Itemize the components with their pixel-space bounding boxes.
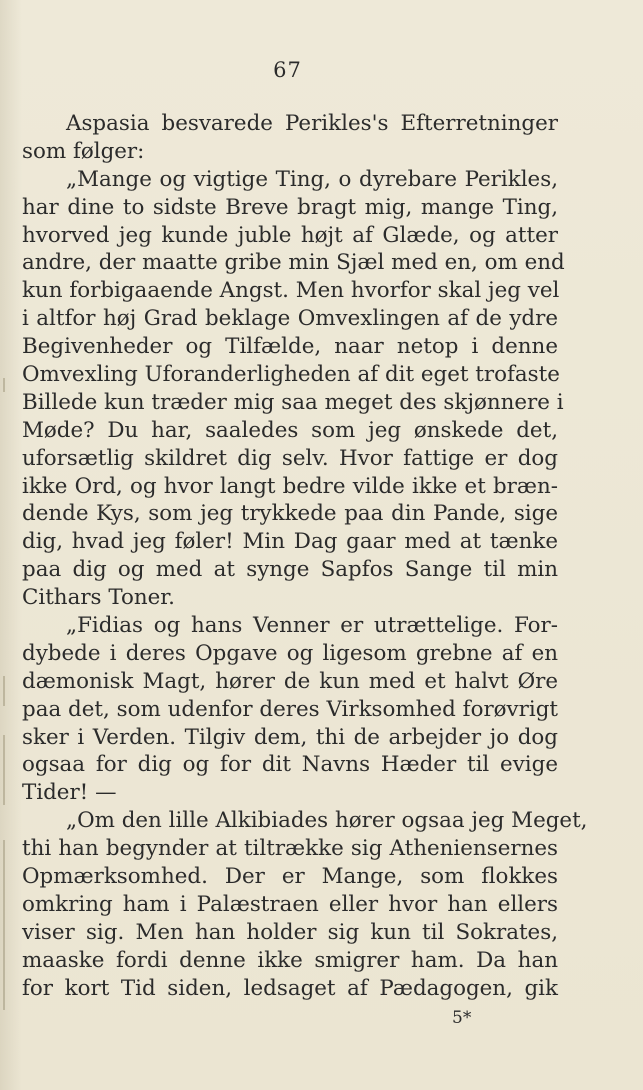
text-line: dig, hvad jeg føler! Min Dag gaar med at tænke	[22, 529, 558, 555]
text-line: „Om den lille Alkibiades hører ogsaa jeg Meget,	[66, 808, 588, 834]
text-line: ogsaa for dig og for dit Navns Hæder til evige	[22, 752, 558, 778]
text-line: dæmonisk Magt, hører de kun med et halvt Øre	[22, 668, 558, 694]
text-line: hvorved jeg kunde juble højt af Glæde, og atter	[22, 222, 558, 248]
text-line: uforsætlig skildret dig selv. Hvor fattige er dog	[22, 445, 558, 471]
text-line: ikke Ord, og hvor langt bedre vilde ikke et bræn-	[22, 473, 558, 499]
signature-mark: 5*	[452, 1008, 472, 1028]
text-line: Begivenheder og Tilfælde, naar netop i denne	[22, 334, 558, 360]
page-edge-mark	[3, 840, 5, 1010]
text-line: har dine to sidste Breve bragt mig, mange Ting,	[22, 194, 558, 220]
text-line: for kort Tid siden, ledsaget af Pædagogen, gik	[22, 975, 558, 1001]
page-edge-mark	[3, 735, 5, 805]
text-line: kun forbigaaende Angst. Men hvorfor skal jeg vel	[22, 278, 560, 304]
text-line: dende Kys, som jeg trykkede paa din Pande, sige	[22, 501, 558, 527]
text-line: maaske fordi denne ikke smigrer ham. Da han	[22, 947, 558, 973]
text-line: i altfor høj Grad beklage Omvexlingen af de ydre	[22, 306, 558, 332]
page-number: 67	[273, 58, 302, 82]
text-line: omkring ham i Palæstraen eller hvor han ellers	[22, 891, 558, 917]
text-line: „Fidias og hans Venner er utrættelige. For-	[66, 613, 558, 639]
text-line: Møde? Du har, saaledes som jeg ønskede det,	[22, 417, 558, 443]
text-line: Cithars Toner.	[22, 585, 175, 611]
page-edge-mark	[3, 378, 5, 392]
text-line: Opmærksomhed. Der er Mange, som flokkes	[22, 864, 558, 890]
text-line: sker i Verden. Tilgiv dem, thi de arbejder jo dog	[22, 724, 558, 750]
text-line: andre, der maatte gribe min Sjæl med en, om end	[22, 250, 565, 276]
text-line: paa det, som udenfor deres Virksomhed forøvrigt	[22, 696, 558, 722]
text-line: Tider! —	[22, 780, 117, 806]
text-line: paa dig og med at synge Sapfos Sange til min	[22, 557, 558, 583]
text-line: som følger:	[22, 138, 145, 164]
text-line: Aspasia besvarede Perikles's Efterretninger	[66, 111, 558, 136]
text-line: thi han begynder at tiltrække sig Atheniensernes	[22, 836, 558, 862]
body-text	[22, 110, 588, 1003]
text-line: Omvexling Uforanderligheden af dit eget trofaste	[22, 362, 560, 388]
text-line: dybede i deres Opgave og ligesom grebne af en	[22, 640, 558, 666]
text-line: „Mange og vigtige Ting, o dyrebare Perikles,	[66, 166, 558, 192]
text-line: Billede kun træder mig saa meget des skjønnere i	[22, 389, 564, 415]
page-edge-mark	[3, 676, 5, 706]
text-line: viser sig. Men han holder sig kun til Sokrates,	[22, 919, 558, 945]
